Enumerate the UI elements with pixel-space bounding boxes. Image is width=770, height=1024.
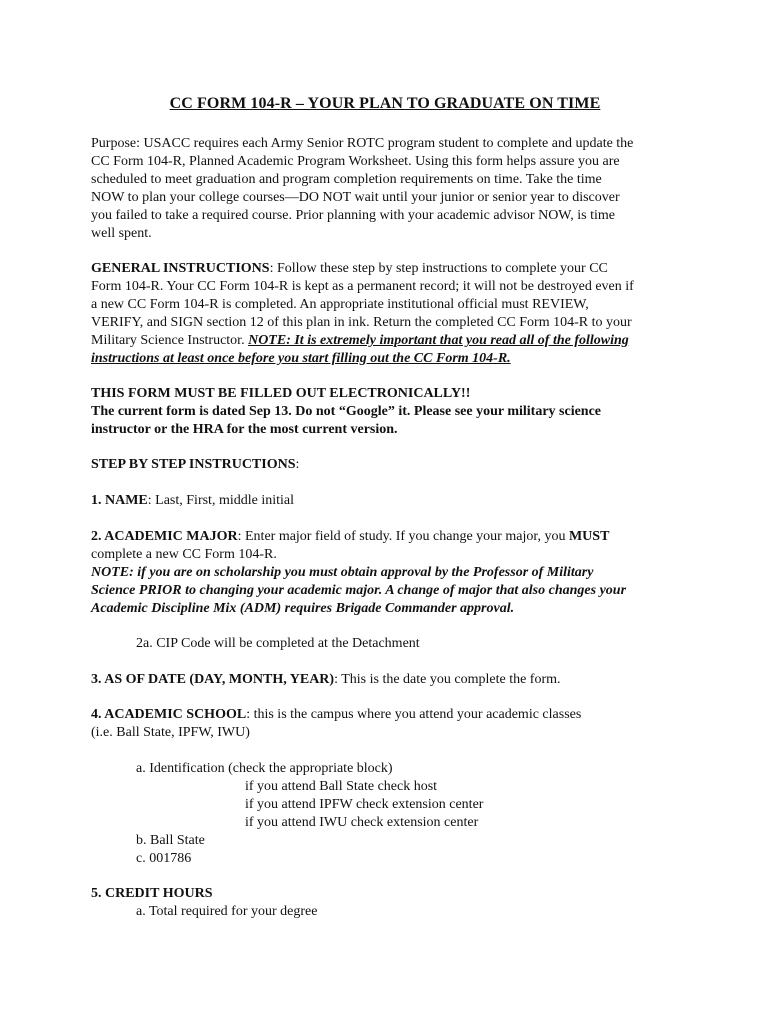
purpose-line: NOW to plan your college courses—DO NOT wait until your junior or senior year to discover [91, 190, 620, 205]
general-line [91, 260, 691, 278]
step-2-note-line: NOTE: if you are on scholarship you must obtain approval by the Professor of Military [91, 565, 594, 580]
step-3-label: 3. AS OF DATE (DAY, MONTH, YEAR) [91, 672, 335, 687]
step-2-note-line: Science PRIOR to changing your academic major. A change of major that also changes your [91, 583, 627, 598]
step-5-label: 5. CREDIT HOURS [91, 886, 213, 901]
step-2 [91, 528, 691, 618]
general-note: NOTE: It is extremely important that you read all of the following [248, 333, 629, 348]
general-line: a new CC Form 104-R is completed. An appropriate institutional official must REVIEW, [91, 297, 589, 312]
step-2-note-line: Academic Discipline Mix (ADM) requires Brigade Commander approval. [91, 601, 515, 616]
step-5 [91, 885, 691, 903]
purpose-line: well spent. [91, 226, 152, 241]
step-4c: c. 001786 [136, 851, 192, 866]
electronic-line: The current form is dated Sep 13. Do not “Google” it. Please see your military science [91, 404, 602, 419]
general-line: Form 104-R. Your CC Form 104-R is kept as a permanent record; it will not be destroyed even if [91, 279, 634, 294]
purpose-line: CC Form 104-R, Planned Academic Program Worksheet. Using this form helps assure you are [91, 154, 620, 169]
step-2-line2: complete a new CC Form 104-R. [91, 547, 277, 562]
general-line [91, 332, 691, 350]
step-4-text: : this is the campus where you attend your academic classes [246, 707, 582, 722]
purpose-line: you failed to take a required course. Prior planning with your academic advisor NOW, is time [91, 208, 615, 223]
step-1-label: 1. NAME [91, 493, 148, 508]
step-2-must: MUST [568, 529, 610, 544]
step-3-text: : This is the date you complete the form. [334, 672, 561, 687]
steps-heading-label: STEP BY STEP INSTRUCTIONS [91, 457, 296, 472]
electronic-line: THIS FORM MUST BE FILLED OUT ELECTRONICALLY!! [91, 386, 471, 401]
electronic-line: instructor or the HRA for the most current version. [91, 422, 398, 437]
general-line1-text: : Follow these step by step instructions to complete your CC [269, 261, 608, 276]
step-4-label: 4. ACADEMIC SCHOOL [91, 707, 247, 722]
step-4a-option: if you attend IPFW check extension center [245, 797, 484, 812]
step-2-label: 2. ACADEMIC MAJOR [91, 529, 238, 544]
step-4a-option: if you attend Ball State check host [245, 779, 438, 794]
step-4a: a. Identification (check the appropriate block) [136, 761, 393, 776]
step-1 [91, 492, 691, 510]
general-instructions [91, 260, 691, 368]
purpose-paragraph [91, 135, 691, 243]
purpose-line: scheduled to meet graduation and program completion requirements on time. Take the time [91, 172, 602, 187]
step-5a: a. Total required for your degree [136, 904, 318, 919]
step-4a-option: if you attend IWU check extension center [245, 815, 479, 830]
general-line5-plain: Military Science Instructor. [91, 333, 249, 348]
steps-heading [91, 456, 691, 474]
purpose-line: Purpose: USACC requires each Army Senior ROTC program student to complete and update the [91, 136, 634, 151]
page-title: CC FORM 104-R – YOUR PLAN TO GRADUATE ON TIME [169, 95, 601, 112]
step-4-line2: (i.e. Ball State, IPFW, IWU) [91, 725, 250, 740]
step-2a: 2a. CIP Code will be completed at the Detachment [136, 636, 420, 651]
general-line: VERIFY, and SIGN section 12 of this plan in ink. Return the completed CC Form 104-R to your [91, 315, 632, 330]
general-note-continued: instructions at least once before you start filling out the CC Form 104-R. [91, 351, 511, 366]
step-3 [91, 671, 691, 689]
electronic-notice [91, 385, 691, 439]
step-4b: b. Ball State [136, 833, 205, 848]
general-heading: GENERAL INSTRUCTIONS [91, 261, 270, 276]
step-2-text: : Enter major field of study. If you change your major, you [237, 529, 569, 544]
step-1-text: : Last, First, middle initial [147, 493, 294, 508]
step-4 [91, 706, 691, 742]
steps-heading-colon: : [295, 457, 300, 472]
